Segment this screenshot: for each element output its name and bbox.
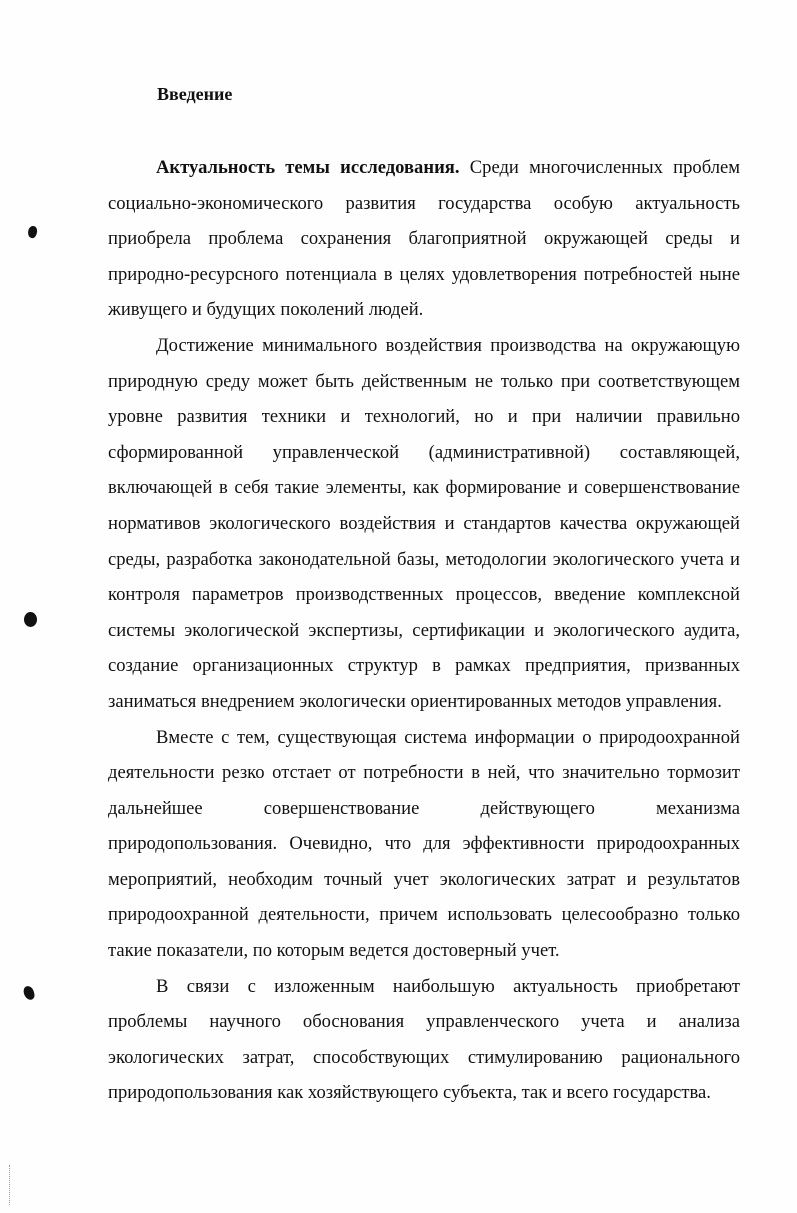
binding-hole-mark	[24, 612, 37, 627]
paragraph-2: Достижение минимального воздействия производства на окружающую природную среду может быть действенным не только при соответствующем уровне развития техники и технологий, но и при наличии правильно сформированной управленческой (административной) составляющей, включающей в себя такие элементы, как формирование и совершенствование нормативов экологического воздействия и стандартов качества окружающей среды, разработка законодательной базы, методологии экологического учета и контроля параметров производственных процессов, введение комплексной системы экологической экспертизы, сертификации и экологического аудита, создание организационных структур в рамках предприятия, призванных заниматься внедрением экологически ориентированных методов управления.	[108, 334, 740, 712]
paragraph-lead: Актуальность темы исследования.	[156, 157, 460, 178]
scan-edge-artifact	[9, 1165, 11, 1205]
paragraph-4: В связи с изложенным наибольшую актуальность приобретают проблемы научного обоснования управленческого учета и анализа экологических затрат, способствующих стимулированию рационального природопользования как хозяйствующего субъекта, так и всего государства.	[108, 975, 740, 1104]
paragraph-text: Среди многочисленных проблем социально-экономического развития государства особую актуальность приобрела проблема сохранения благоприятной окружающей среды и природно-ресурсного потенциала в целях удовлетворения потребностей ныне живущего и будущих поколений людей.	[108, 157, 740, 321]
document-body	[108, 150, 740, 1111]
binding-hole-mark	[26, 225, 39, 239]
binding-hole-mark	[22, 985, 35, 1001]
section-heading: Введение	[157, 84, 233, 104]
paragraph-1	[108, 150, 740, 328]
paragraph-3: Вместе с тем, существующая система информации о природоохранной деятельности резко отстает от потребности в ней, что значительно тормозит дальнейшее совершенствование действующего механизма природопользования. Очевидно, что для эффективности природоохранных мероприятий, необходим точный учет экологических затрат и результатов природоохранной деятельности, причем использовать целесообразно только такие показатели, по которым ведется достоверный учет.	[108, 726, 740, 962]
